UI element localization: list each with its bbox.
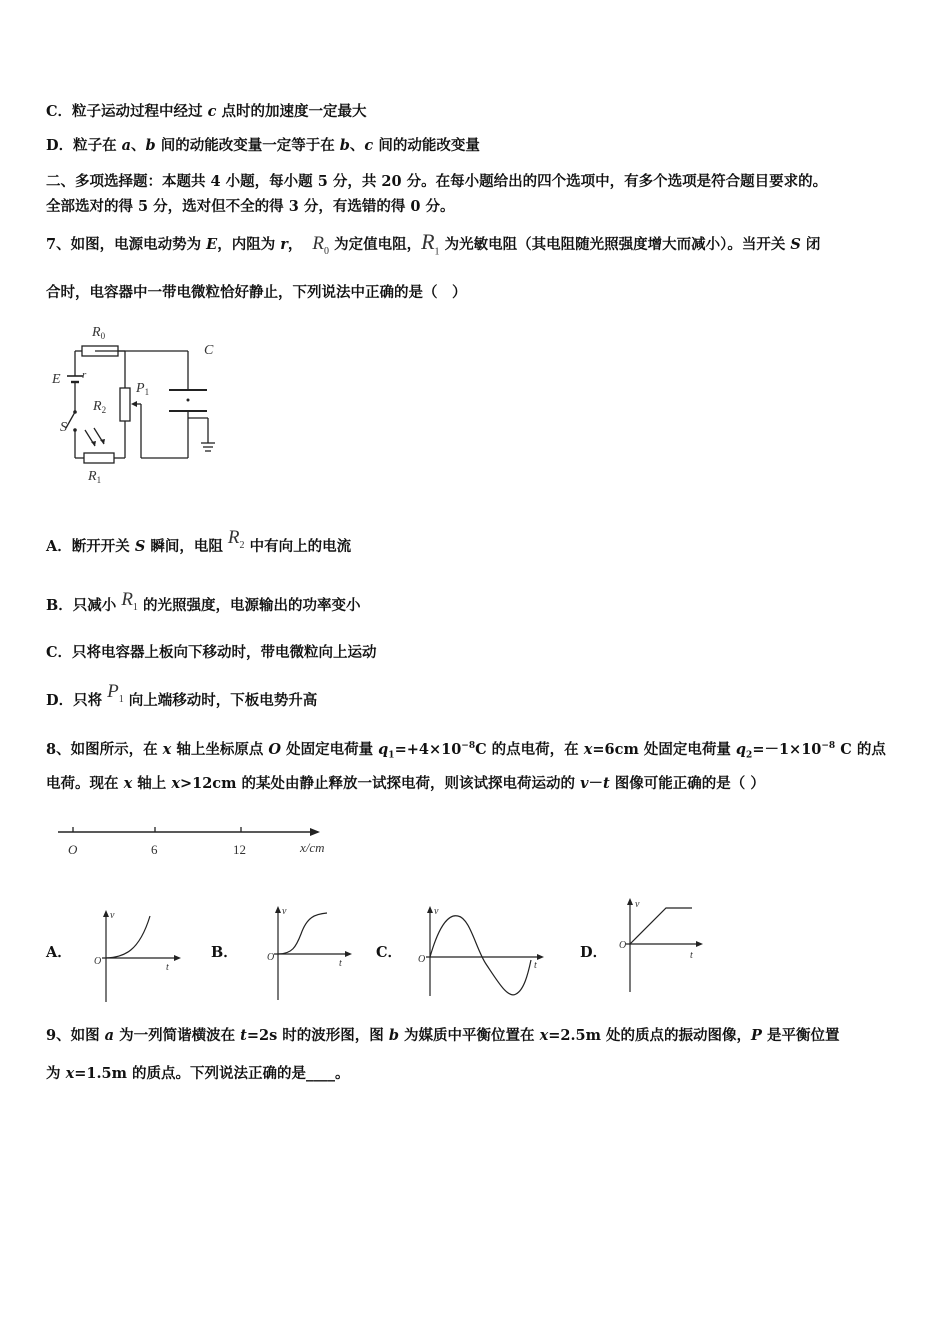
svg-text:O: O — [94, 956, 102, 967]
q7-option-a: A．断开开关 S 瞬间，电阻 $R_2$ 中有向上的电流 — [46, 527, 352, 555]
axis-tick-origin: O — [68, 842, 78, 857]
svg-text:v: v — [434, 906, 439, 917]
section-heading-line1: 二、多项选择题：本题共 4 小题，每小题 5 分，共 20 分。在每小题给出的四个选项中，有多个选项是符合题目要求的。 — [46, 173, 828, 190]
q7-stem-line2: 合时，电容器中一带电微粒恰好静止，下列说法中正确的是（ ） — [46, 284, 467, 301]
svg-text:v: v — [282, 906, 287, 917]
svg-text:r: r — [82, 369, 87, 381]
q8-axis-figure — [56, 818, 346, 867]
svg-text:O: O — [619, 940, 627, 951]
svg-text:t: t — [534, 960, 537, 971]
svg-text:R2: $R_2$ — [93, 399, 107, 415]
svg-text:P1: $P_1$ — [136, 381, 150, 397]
q8-option-c-label: C． — [376, 944, 403, 961]
svg-text:C: C — [204, 343, 214, 358]
svg-text:O: O — [267, 952, 275, 963]
prev-option-d: D．粒子在 a、b 间的动能改变量一定等于在 b、c 间的动能改变量 — [46, 137, 480, 154]
q7-option-d: D．只将 $P_1$ 向上端移动时，下板电势升高 — [46, 681, 318, 709]
q9-stem-line1: 9、如图 a 为一列简谐横波在 t=2s 时的波形图，图 b 为媒质中平衡位置在 x=2.5m 处的质点的振动图像，P 是平衡位置 — [46, 1027, 840, 1044]
svg-text:E: E — [52, 372, 61, 387]
q8-graph-a — [92, 906, 187, 1010]
svg-text:t: t — [166, 962, 169, 973]
q8-stem-line2: 电荷。现在 x 轴上 x>12cm 的某处由静止释放一试探电荷，则该试探电荷运动的 v－t 图像可能正确的是（ ） — [46, 775, 765, 792]
svg-text:v: v — [110, 910, 115, 921]
q8-option-d-label: D． — [580, 944, 608, 961]
circuit-diagram — [48, 318, 248, 490]
q7-option-c: C．只将电容器上板向下移动时，带电微粒向上运动 — [46, 644, 377, 661]
svg-text:t: t — [339, 958, 342, 969]
svg-text:S: S — [60, 420, 67, 435]
q7-stem-line1: 7、如图，电源电动势为 E，内阻为 r， $R_0$ 为定值电阻，$R_1$ 为光敏电阻（其电阻随光照强度增大而减小）。当开关 S 闭 — [46, 229, 821, 258]
section-heading-line2: 全部选对的得 5 分，选对但不全的得 3 分，有选错的得 0 分。 — [46, 198, 455, 215]
q7-circuit-figure — [48, 318, 248, 494]
axis-tick-12: 12 — [233, 842, 246, 857]
svg-text:O: O — [418, 954, 426, 965]
q8-option-b-label: B． — [211, 944, 238, 961]
x-axis-diagram — [56, 818, 346, 863]
svg-text:v: v — [635, 899, 640, 910]
svg-text:R0: $R_0$ — [92, 325, 106, 341]
prev-option-c: C．粒子运动过程中经过 c 点时的加速度一定最大 — [46, 103, 367, 120]
q8-stem-line1: 8、如图所示，在 x 轴上坐标原点 O 处固定电荷量 $q_1=+4\times 10^{-8}C$ 的点电荷，在 x=6cm 处固定电荷量 $q_2=-1\times 10^{-8}$ C 的点 — [46, 740, 886, 761]
svg-text:t: t — [690, 950, 693, 961]
axis-tick-6: 6 — [151, 842, 158, 857]
q8-option-a-label: A． — [46, 944, 72, 961]
svg-text:R1: $R_1$ — [88, 469, 102, 485]
axis-label: x/cm — [300, 840, 325, 855]
q7-option-b: B．只减小 $R_1$ 的光照强度，电源输出的功率变小 — [46, 589, 361, 614]
q8-graph-d — [618, 896, 708, 1000]
q9-stem-line2: 为 x=1.5m 的质点。下列说法正确的是____。 — [46, 1065, 350, 1082]
q8-graph-b — [265, 902, 360, 1006]
q8-graph-c — [418, 904, 548, 1004]
